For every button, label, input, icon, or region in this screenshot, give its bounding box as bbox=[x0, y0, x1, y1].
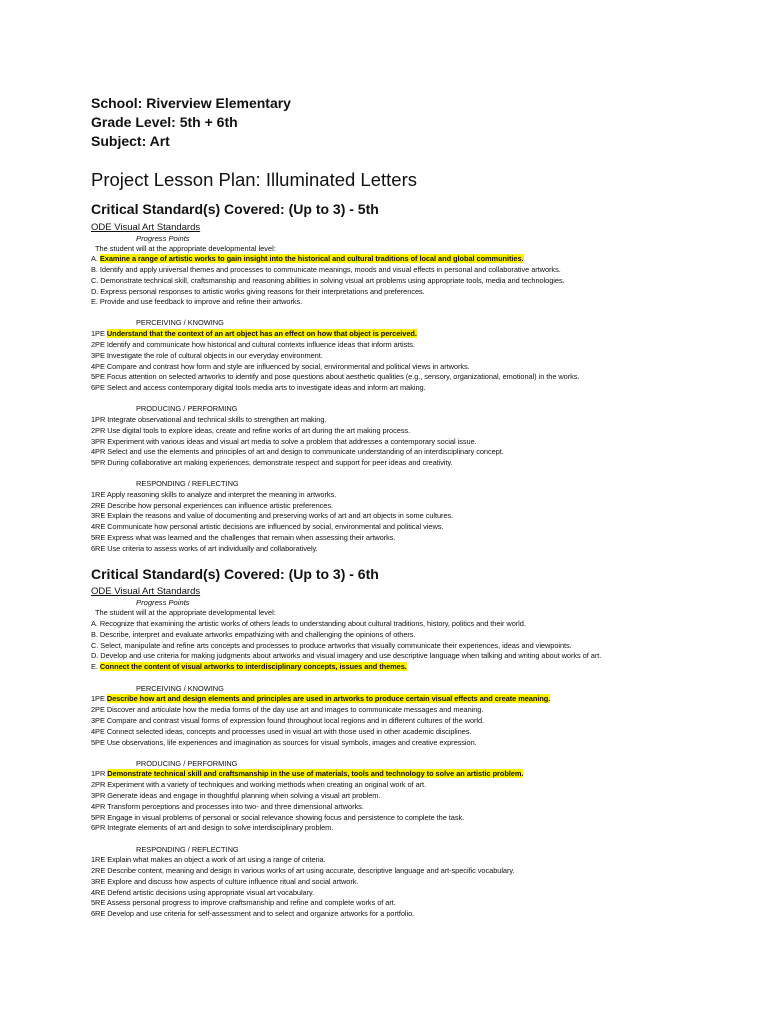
responding-heading-6th: RESPONDING / REFLECTING bbox=[136, 845, 239, 854]
list-item: 3PE Compare and contrast visual forms of expression found throughout local regions and in different cultures of the world. bbox=[91, 716, 485, 725]
plan-title: Project Lesson Plan: Illuminated Letters bbox=[91, 169, 417, 190]
progress-points-label-6th: Progress Points bbox=[136, 598, 190, 607]
highlighted-text: Examine a range of artistic works to gain insight into the historical and cultural traditions of local and global communities. bbox=[99, 254, 524, 263]
subject-line: Subject: Art bbox=[91, 133, 170, 149]
standards-link-5th[interactable]: ODE Visual Art Standards bbox=[91, 222, 201, 233]
list-item: 3RE Explore and discuss how aspects of culture influence ritual and social artwork. bbox=[91, 877, 359, 886]
highlighted-text: Connect the content of visual artworks to interdisciplinary concepts, issues and themes. bbox=[99, 662, 407, 671]
list-item: 4RE Defend artistic decisions using appropriate visual art vocabulary. bbox=[91, 888, 315, 897]
list-item: 6PE Select and access contemporary digital tools media arts to investigate ideas and inform art making. bbox=[91, 383, 426, 392]
list-item: C. Demonstrate technical skill, craftsmanship and reasoning abilities in solving visual art problems using appropriate tools, media and technologies. bbox=[91, 276, 565, 285]
list-item: 6RE Use criteria to assess works of art individually and collaboratively. bbox=[91, 544, 318, 553]
list-item: 2RE Describe content, meaning and design in various works of art using accurate, descriptive language and art-specific vocabulary. bbox=[91, 866, 515, 875]
list-item: B. Identify and apply universal themes and processes to communicate meanings, moods and visual effects in personal and collaborative artworks. bbox=[91, 265, 561, 274]
intro-line-5th: The student will at the appropriate developmental level: bbox=[95, 244, 276, 253]
list-item: 5PR During collaborative art making experiences, demonstrate respect and support for peer ideas and creativity. bbox=[91, 458, 453, 467]
list-item: 5PE Use observations, life experiences and imagination as sources for visual symbols, images and creative expression. bbox=[91, 738, 477, 747]
highlighted-text: Understand that the context of an art object has an effect on how that object is perceived. bbox=[106, 329, 417, 338]
list-item: 1PR Demonstrate technical skill and craftsmanship in the use of materials, tools and technology to solve an artistic problem. bbox=[91, 769, 524, 778]
list-item: 2PR Experiment with a variety of techniques and working methods when creating an original work of art. bbox=[91, 780, 427, 789]
list-item: 6RE Develop and use criteria for self-assessment and to select and organize artworks for a portfolio. bbox=[91, 909, 415, 918]
perceiving-heading-5th: PERCEIVING / KNOWING bbox=[136, 318, 224, 327]
list-item: 2PE Discover and articulate how the media forms of the day use art and images to communicate messages and meaning. bbox=[91, 705, 484, 714]
list-item: 3PR Experiment with various ideas and visual art media to solve a problem that addresses a contemporary social issue. bbox=[91, 437, 477, 446]
section-heading-6th: Critical Standard(s) Covered: (Up to 3) - 6th bbox=[91, 566, 379, 582]
list-item: 1RE Explain what makes an object a work of art using a range of criteria. bbox=[91, 855, 326, 864]
section-heading-5th: Critical Standard(s) Covered: (Up to 3) - 5th bbox=[91, 201, 379, 217]
list-item: 1RE Apply reasoning skills to analyze and interpret the meaning in artworks. bbox=[91, 490, 337, 499]
list-item: 2RE Describe how personal experiences can influence artistic preferences. bbox=[91, 501, 334, 510]
highlighted-text: Demonstrate technical skill and craftsmanship in the use of materials, tools and technology to solve an artistic problem. bbox=[107, 769, 524, 778]
responding-heading-5th: RESPONDING / REFLECTING bbox=[136, 479, 239, 488]
list-item: 3PE Investigate the role of cultural objects in our everyday environment. bbox=[91, 351, 323, 360]
list-item: B. Describe, interpret and evaluate artworks empathizing with and challenging the opinions of others. bbox=[91, 630, 416, 639]
list-item: 3PR Generate ideas and engage in thoughtful planning when solving a visual art problem. bbox=[91, 791, 381, 800]
list-item: 1PR Integrate observational and technical skills to strengthen art making. bbox=[91, 415, 327, 424]
list-item: 2PE Identify and communicate how historical and cultural contexts influence ideas that inform artists. bbox=[91, 340, 415, 349]
list-item: 5RE Assess personal progress to improve craftsmanship and refine and complete works of art. bbox=[91, 898, 396, 907]
producing-heading-5th: PRODUCING / PERFORMING bbox=[136, 404, 238, 413]
list-item: 4RE Communicate how personal artistic decisions are influenced by social, environmental and political views. bbox=[91, 522, 444, 531]
grade-level-line: Grade Level: 5th + 6th bbox=[91, 114, 238, 130]
list-item: 4PR Select and use the elements and principles of art and design to communicate understanding of an interdisciplinary concept. bbox=[91, 447, 504, 456]
list-item: E. Provide and use feedback to improve and refine their artworks. bbox=[91, 297, 303, 306]
list-item: 2PR Use digital tools to explore ideas, create and refine works of art during the art making process. bbox=[91, 426, 411, 435]
standards-link-6th[interactable]: ODE Visual Art Standards bbox=[91, 586, 201, 597]
list-item: 3RE Explain the reasons and value of documenting and preserving works of art and art objects in some cultures. bbox=[91, 511, 454, 520]
list-item: 6PR Integrate elements of art and design to solve interdisciplinary problem. bbox=[91, 823, 334, 832]
list-item: 4PE Compare and contrast how form and style are influenced by social, environmental and political views in artworks. bbox=[91, 362, 470, 371]
list-item: 5PE Focus attention on selected artworks to identify and pose questions about aesthetic qualities (e.g., sensory, organizational, emotional) in the works. bbox=[91, 372, 580, 381]
list-item: 4PE Connect selected ideas, concepts and processes used in visual art with those used in other academic disciplines. bbox=[91, 727, 472, 736]
list-item: D. Develop and use criteria for making judgments about artworks and visual imagery and use descriptive language when talking and writing about works of art. bbox=[91, 651, 602, 660]
producing-heading-6th: PRODUCING / PERFORMING bbox=[136, 759, 238, 768]
perceiving-heading-6th: PERCEIVING / KNOWING bbox=[136, 684, 224, 693]
list-item: E. Connect the content of visual artworks to interdisciplinary concepts, issues and themes. bbox=[91, 662, 407, 671]
list-item: 1PE Describe how art and design elements and principles are used in artworks to produce certain visual effects and create meaning. bbox=[91, 694, 551, 703]
progress-points-label-5th: Progress Points bbox=[136, 234, 190, 243]
highlighted-text: Describe how art and design elements and principles are used in artworks to produce certain visual effects and create meaning. bbox=[106, 694, 551, 703]
list-item: 4PR Transform perceptions and processes into two- and three dimensional artworks. bbox=[91, 802, 364, 811]
list-item: 5PR Engage in visual problems of personal or social relevance showing focus and persistence to complete the task. bbox=[91, 813, 465, 822]
list-item: A. Recognize that examining the artistic works of others leads to understanding about cultural traditions, history, politics and their world. bbox=[91, 619, 526, 628]
school-line: School: Riverview Elementary bbox=[91, 95, 291, 111]
list-item: C. Select, manipulate and refine arts concepts and processes to produce artworks that visually communicate their experiences, ideas and viewpoints. bbox=[91, 641, 572, 650]
list-item: D. Express personal responses to artistic works giving reasons for their interpretations and preferences. bbox=[91, 287, 425, 296]
list-item: 5RE Express what was learned and the challenges that remain when assessing their artworks. bbox=[91, 533, 396, 542]
intro-line-6th: The student will at the appropriate developmental level: bbox=[95, 608, 276, 617]
list-item: 1PE Understand that the context of an art object has an effect on how that object is perceived. bbox=[91, 329, 417, 338]
list-item: A. Examine a range of artistic works to gain insight into the historical and cultural traditions of local and global communities. bbox=[91, 254, 524, 263]
